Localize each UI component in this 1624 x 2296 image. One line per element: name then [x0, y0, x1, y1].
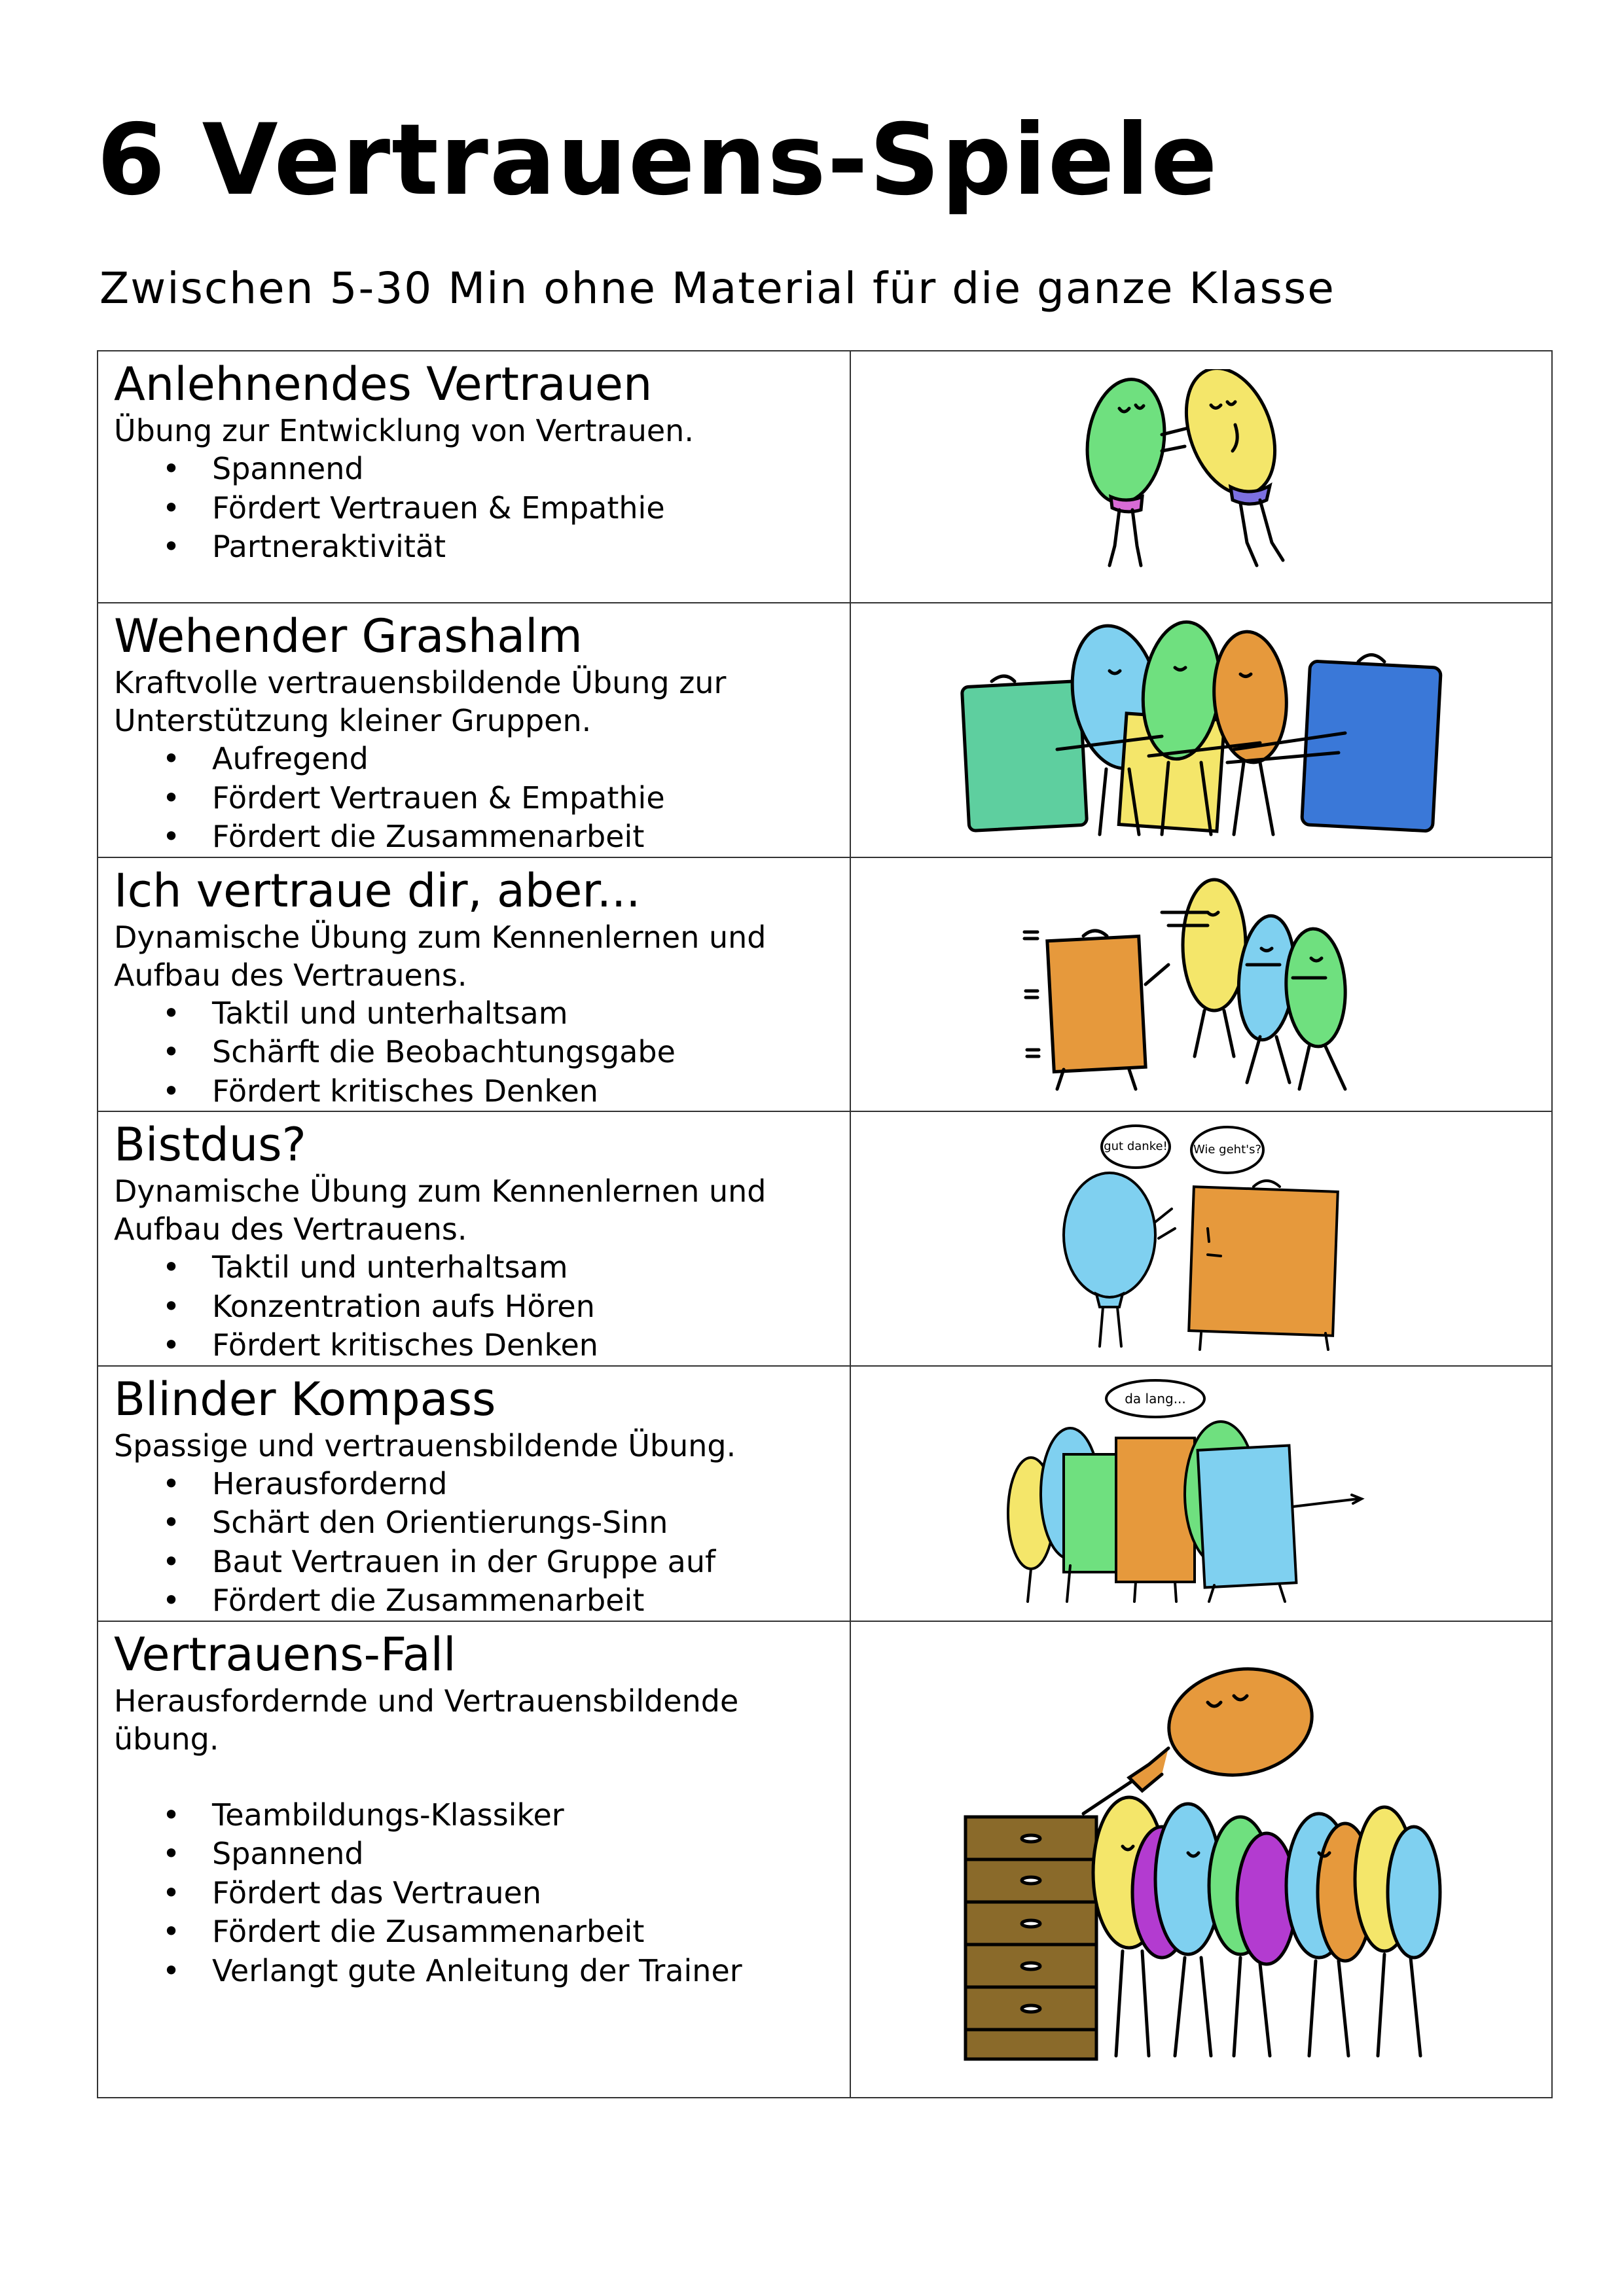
feature-text: Spannend: [212, 1836, 364, 1871]
spacer: [114, 1758, 850, 1796]
feature-item: [162, 1543, 850, 1582]
game-row-6: [98, 1621, 1552, 2098]
game-title: Ich vertraue dir, aber...: [114, 863, 641, 918]
feature-list: [114, 994, 850, 1111]
feature-item: [162, 779, 850, 818]
feature-text: Teambildungs-Klassiker: [212, 1797, 564, 1833]
trust-group-illustration: [1018, 873, 1384, 1096]
bullet: •: [162, 1505, 181, 1540]
feature-text: Baut Vertrauen in der Gruppe auf: [212, 1543, 716, 1579]
feature-item: [162, 450, 850, 489]
feature-text: Verlangt gute Anleitung der Trainer: [212, 1952, 742, 1988]
game-description: Spassige und vertrauensbildende Übung.: [114, 1427, 736, 1463]
feature-item: [162, 528, 850, 567]
feature-item: [162, 1326, 850, 1365]
blind-compass-illustration: [1005, 1376, 1398, 1611]
feature-text: Fördert die Zusammenarbeit: [212, 1914, 645, 1949]
feature-text: Fördert die Zusammenarbeit: [212, 1583, 645, 1618]
games-table: [97, 350, 1553, 2098]
speech-bubble-text: gut danke!: [1104, 1139, 1168, 1154]
game-title: Blinder Kompass: [114, 1372, 496, 1426]
bullet: •: [162, 451, 181, 486]
feature-item: [162, 740, 850, 779]
speech-bubble-text: da lang...: [1125, 1390, 1186, 1407]
bullet: •: [162, 1583, 181, 1618]
feature-text: Aufregend: [212, 741, 369, 776]
game-illustration-cell: [850, 1621, 1552, 2098]
feature-item: [162, 1248, 850, 1287]
feature-item: [162, 1287, 850, 1327]
feature-item: [162, 1835, 850, 1874]
feature-item: [162, 489, 850, 528]
group-hug-illustration: [952, 619, 1450, 841]
bullet: •: [162, 490, 181, 526]
game-title: Bistdus?: [114, 1118, 306, 1172]
page-title: 6 Vertrauens-Spiele: [97, 103, 1219, 217]
bullet: •: [162, 1288, 181, 1324]
game-row-3: [98, 857, 1552, 1112]
game-text-cell: [98, 1111, 850, 1366]
feature-text: Schärt den Orientierungs-Sinn: [212, 1505, 668, 1540]
feature-text: Spannend: [212, 451, 364, 486]
bullet: •: [162, 1797, 181, 1833]
bullet: •: [162, 529, 181, 564]
bullet: •: [162, 1073, 181, 1109]
feature-item: [162, 1465, 850, 1504]
game-description: Dynamische Übung zum Kennenlernen und Aufbau des Vertrauens.: [114, 1174, 767, 1247]
bullet: •: [162, 1249, 181, 1285]
bullet: •: [162, 1874, 181, 1910]
game-illustration-cell: [850, 351, 1552, 603]
bullet: •: [162, 1543, 181, 1579]
feature-list: [114, 740, 850, 857]
bullet: •: [162, 819, 181, 854]
feature-item: [162, 1912, 850, 1952]
trust-fall-illustration: [952, 1650, 1450, 2069]
game-description: Kraftvolle vertrauensbildende Übung zur Unterstützung kleiner Gruppen.: [114, 665, 727, 738]
game-text-cell: [98, 857, 850, 1112]
game-text-cell: [98, 1621, 850, 2098]
game-text-cell: [98, 351, 850, 603]
feature-item: [162, 1503, 850, 1543]
game-text-cell: [98, 1366, 850, 1621]
feature-text: Taktil und unterhaltsam: [212, 1249, 568, 1285]
feature-text: Fördert kritisches Denken: [212, 1327, 598, 1363]
feature-text: Herausfordernd: [212, 1465, 448, 1501]
bullet: •: [162, 1034, 181, 1069]
bullet: •: [162, 780, 181, 816]
feature-text: Fördert Vertrauen & Empathie: [212, 780, 665, 816]
bullet: •: [162, 995, 181, 1031]
game-description: Herausfordernde und Vertrauensbildende übung.: [114, 1683, 739, 1757]
feature-text: Fördert die Zusammenarbeit: [212, 819, 645, 854]
feature-item: [162, 1952, 850, 1991]
feature-text: Taktil und unterhaltsam: [212, 995, 568, 1031]
feature-list: [114, 1796, 850, 1991]
game-description: Dynamische Übung zum Kennenlernen und Aufbau des Vertrauens.: [114, 919, 767, 993]
feature-item: [162, 1874, 850, 1913]
game-row-1: [98, 351, 1552, 603]
bullet: •: [162, 1914, 181, 1949]
game-illustration-cell: [850, 1366, 1552, 1621]
feature-item: [162, 1581, 850, 1621]
speech-bubble-text: Wie geht's?: [1193, 1143, 1262, 1157]
feature-text: Fördert Vertrauen & Empathie: [212, 490, 665, 526]
feature-item: [162, 817, 850, 857]
game-illustration-cell: [850, 603, 1552, 857]
feature-text: Konzentration aufs Hören: [212, 1288, 595, 1324]
game-description: Übung zur Entwicklung von Vertrauen.: [114, 413, 694, 448]
feature-item: [162, 1796, 850, 1835]
feature-text: Schärft die Beobachtungsgabe: [212, 1034, 676, 1069]
page-subtitle: Zwischen 5-30 Min ohne Material für die ganze Klasse: [99, 263, 1335, 314]
game-title: Vertrauens-Fall: [114, 1627, 456, 1681]
feature-text: Partneraktivität: [212, 529, 446, 564]
feature-item: [162, 1072, 850, 1111]
game-row-2: [98, 603, 1552, 857]
bullet: •: [162, 1836, 181, 1871]
game-illustration-cell: [850, 857, 1552, 1112]
bullet: •: [162, 1952, 181, 1988]
game-text-cell: [98, 603, 850, 857]
game-row-5: [98, 1366, 1552, 1621]
leaning-characters-illustration: [1064, 369, 1339, 585]
bullet: •: [162, 1327, 181, 1363]
bullet: •: [162, 741, 181, 776]
game-row-4: [98, 1111, 1552, 1366]
bullet: •: [162, 1465, 181, 1501]
feature-item: [162, 994, 850, 1033]
listening-illustration: [1044, 1124, 1358, 1353]
feature-item: [162, 1033, 850, 1072]
game-illustration-cell: [850, 1111, 1552, 1366]
feature-text: Fördert das Vertrauen: [212, 1874, 541, 1910]
feature-list: [114, 450, 850, 567]
game-title: Anlehnendes Vertrauen: [114, 357, 653, 411]
feature-list: [114, 1248, 850, 1365]
feature-text: Fördert kritisches Denken: [212, 1073, 598, 1109]
game-title: Wehender Grashalm: [114, 609, 583, 663]
feature-list: [114, 1465, 850, 1621]
